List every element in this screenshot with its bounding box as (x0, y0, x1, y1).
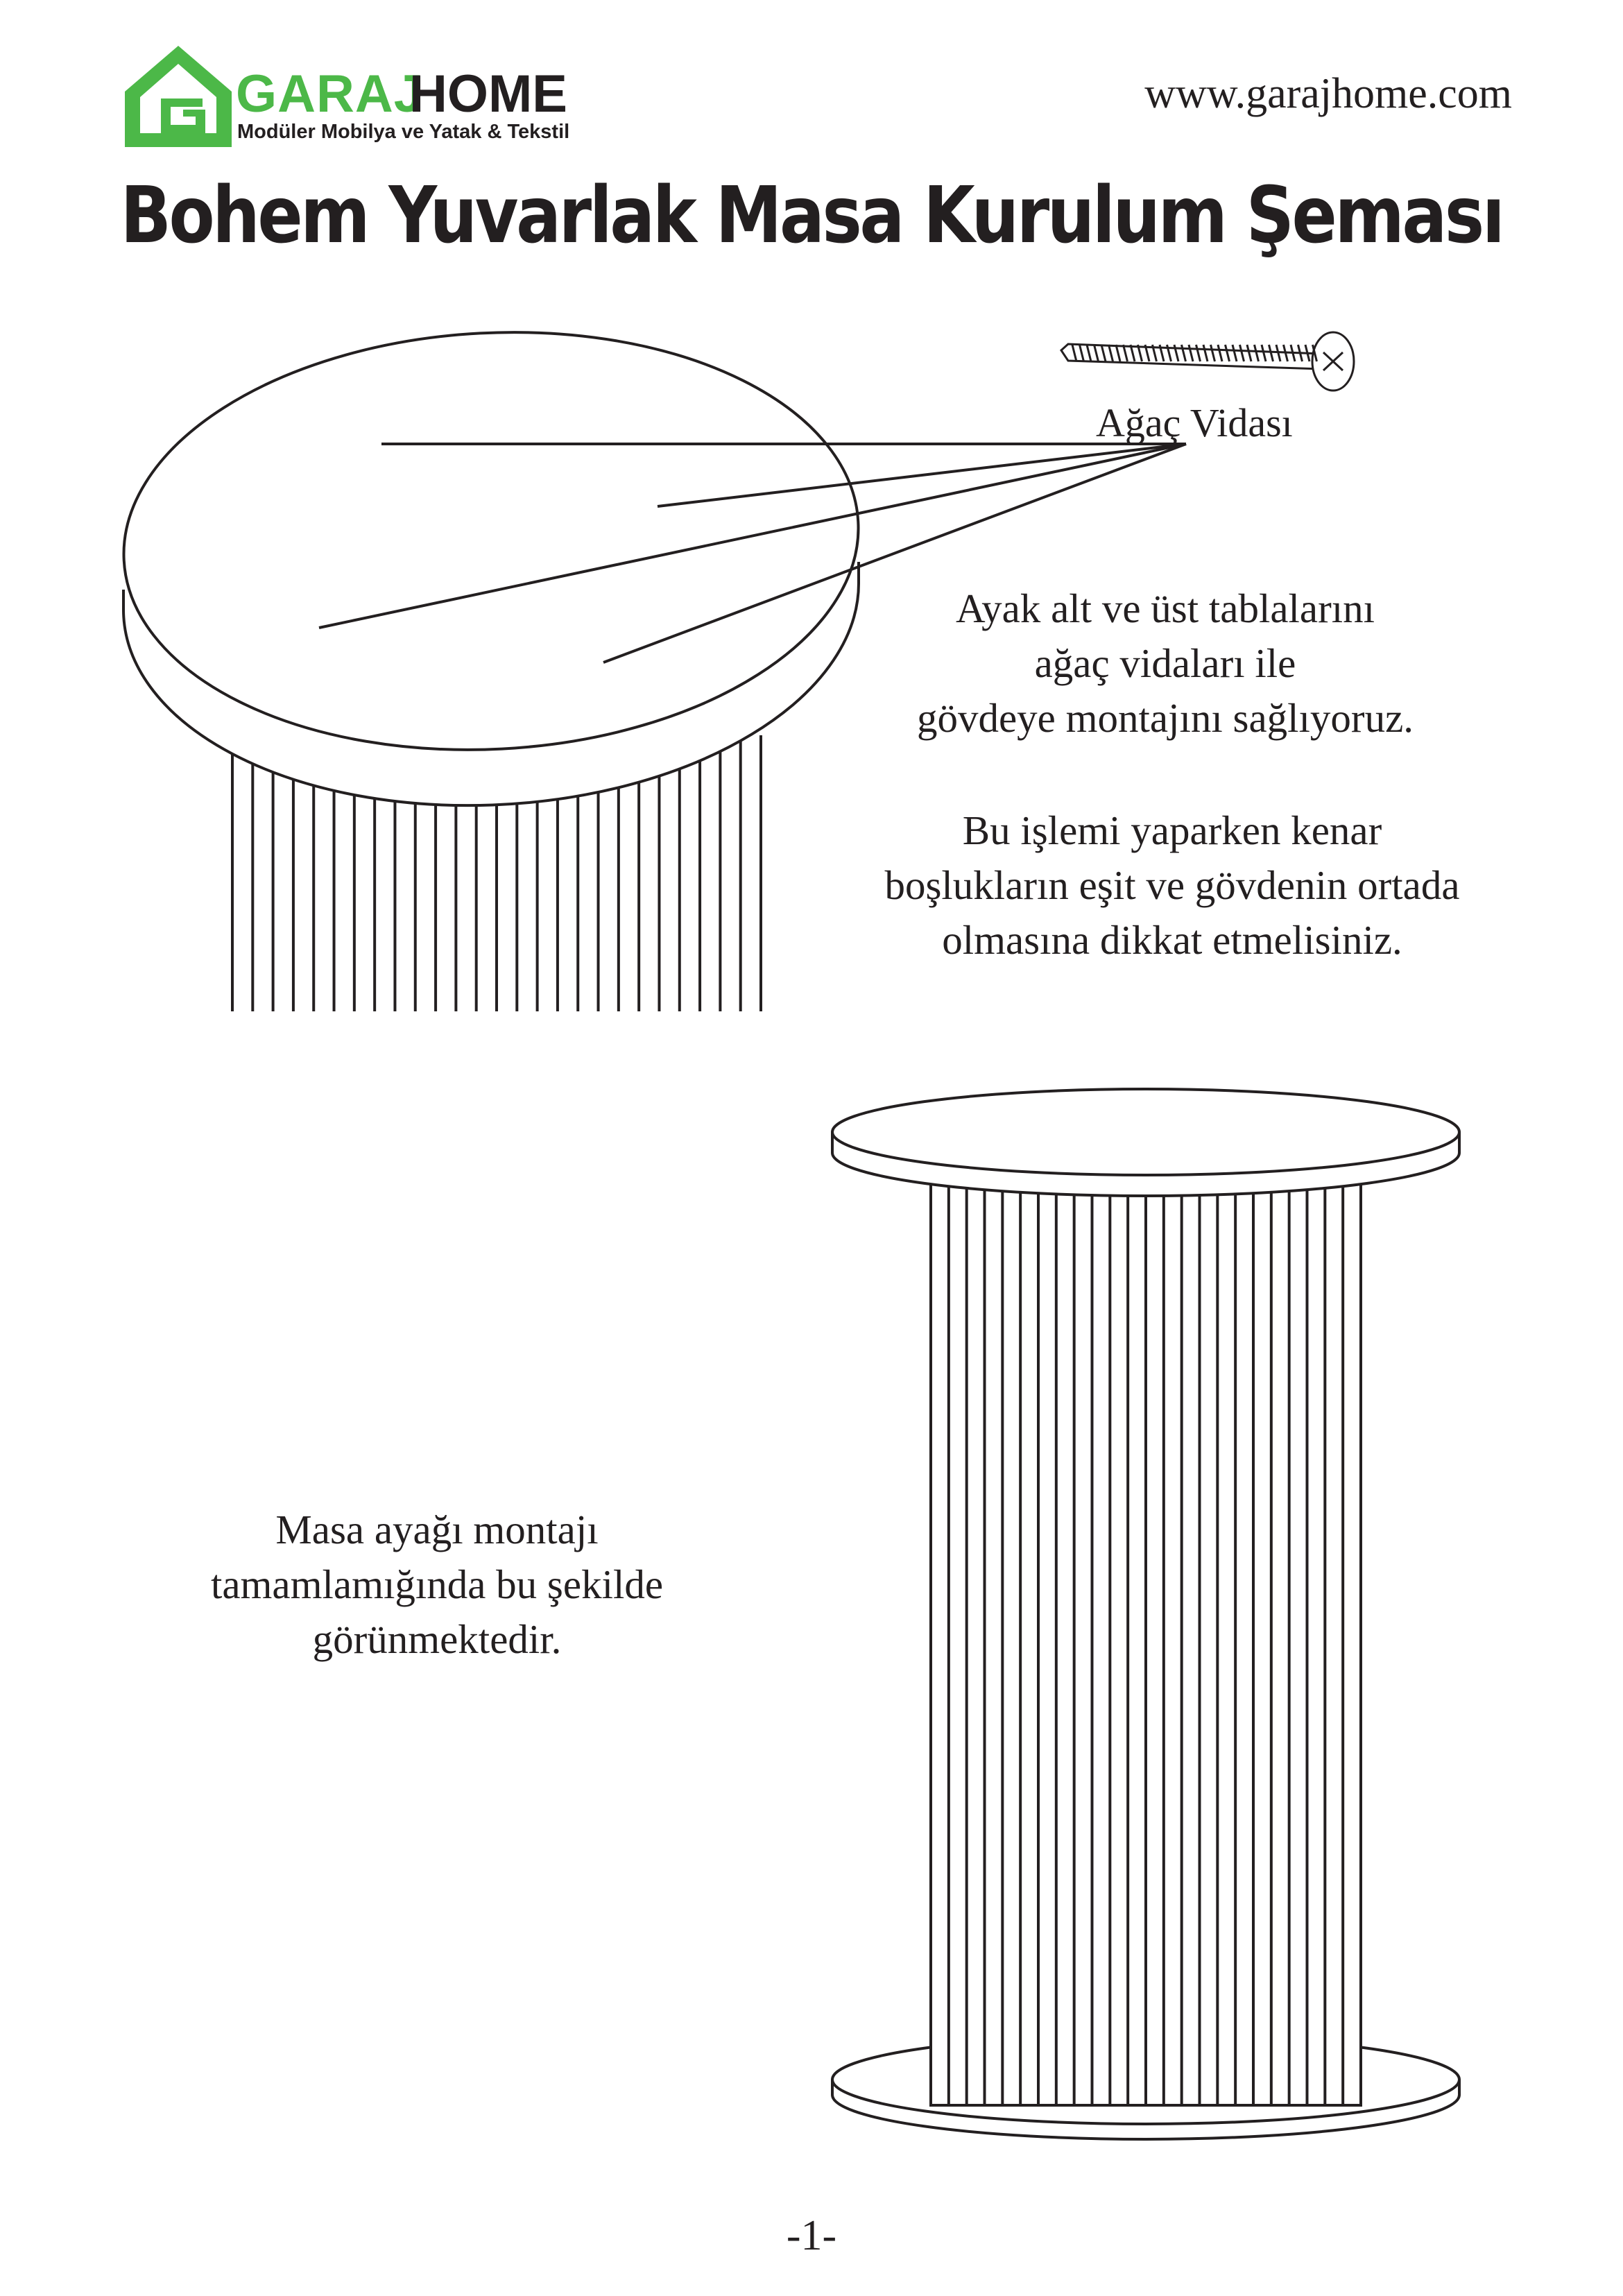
house-logo-icon (119, 43, 237, 161)
instruction-line: gövdeye montajını sağlıyoruz. (916, 695, 1414, 741)
warning-line: Bu işlemi yaparken kenar (962, 807, 1382, 853)
step2-caption (153, 1502, 721, 1667)
wood-screw-icon (1061, 332, 1354, 391)
website-url: www.garajhome.com (1144, 70, 1512, 117)
caption-line: görünmektedir. (312, 1616, 562, 1662)
step1-warning (867, 803, 1477, 968)
warning-line: boşlukların eşit ve gövdenin ortada (884, 862, 1460, 908)
caption-line: tamamlamığında bu şekilde (210, 1561, 664, 1607)
brand-name-home: HOME (409, 65, 567, 123)
brand-tagline: Modüler Mobilya ve Yatak & Tekstil (237, 121, 570, 143)
brand-logo (119, 43, 605, 161)
instruction-line: ağaç vidaları ile (1034, 640, 1296, 686)
step2-tabletop (832, 1089, 1459, 1196)
page-title: Bohem Yuvarlak Masa Kurulum Şeması (120, 171, 1503, 261)
screw-label: Ağaç Vidası (1096, 400, 1293, 445)
caption-line: Masa ayağı montajı (275, 1507, 599, 1552)
page-number: -1- (786, 2212, 837, 2259)
step1-tabletop (113, 314, 869, 805)
step2-column (931, 1172, 1361, 2105)
warning-line: olmasına dikkat etmelisiniz. (942, 917, 1402, 963)
brand-name-garaj: GARAJ (236, 65, 424, 123)
instruction-line: Ayak alt ve üst tablalarını (955, 585, 1375, 631)
step1-instructions (860, 581, 1470, 746)
